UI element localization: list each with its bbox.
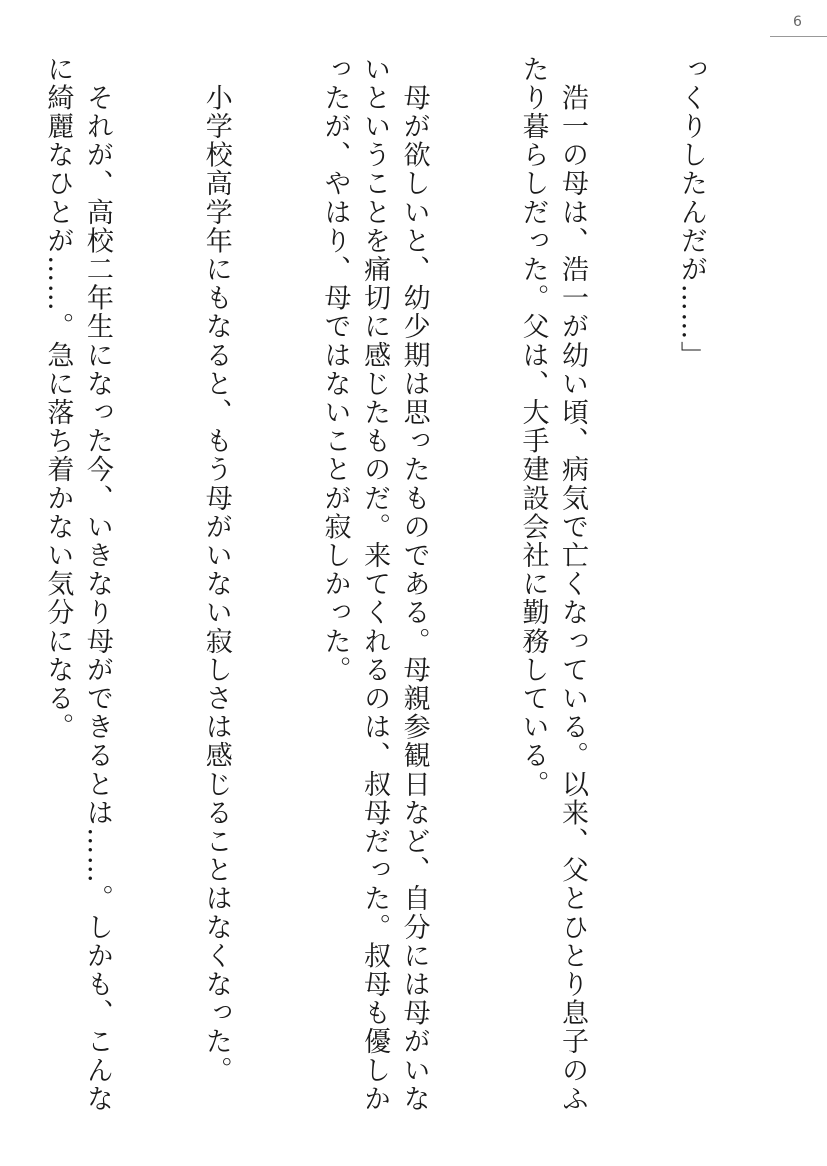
paragraph: っくりしたんだが……」 bbox=[675, 55, 707, 370]
paragraph: 小学校高学年にもなると、もう母がいない寂しさは感じることはなくなった。 bbox=[200, 55, 232, 1085]
page-number: 6 bbox=[793, 14, 802, 30]
paragraph: 浩一の母は、浩一が幼い頃、病気で亡くなっている。以来、父とひとり息子のふたり暮らしだった。父は、大手建設会社に勤務している。 bbox=[517, 55, 589, 1114]
header-rule bbox=[770, 36, 827, 37]
paragraph: それが、高校二年生になった今、いきなり母ができるとは……。しかも、こんなに綺麗なひとが……。急に落ち着かない気分になる。 bbox=[42, 55, 113, 1114]
paragraph: 母が欲しいと、幼少期は思ったものである。母親参観日など、自分には母がいないということを痛切に感じたものだ。来てくれるのは、叔母だった。叔母も優しかったが、やはり、母ではないことが寂しかった。 bbox=[319, 55, 430, 1114]
page-header bbox=[0, 0, 827, 40]
novel-text-body bbox=[42, 55, 790, 1135]
